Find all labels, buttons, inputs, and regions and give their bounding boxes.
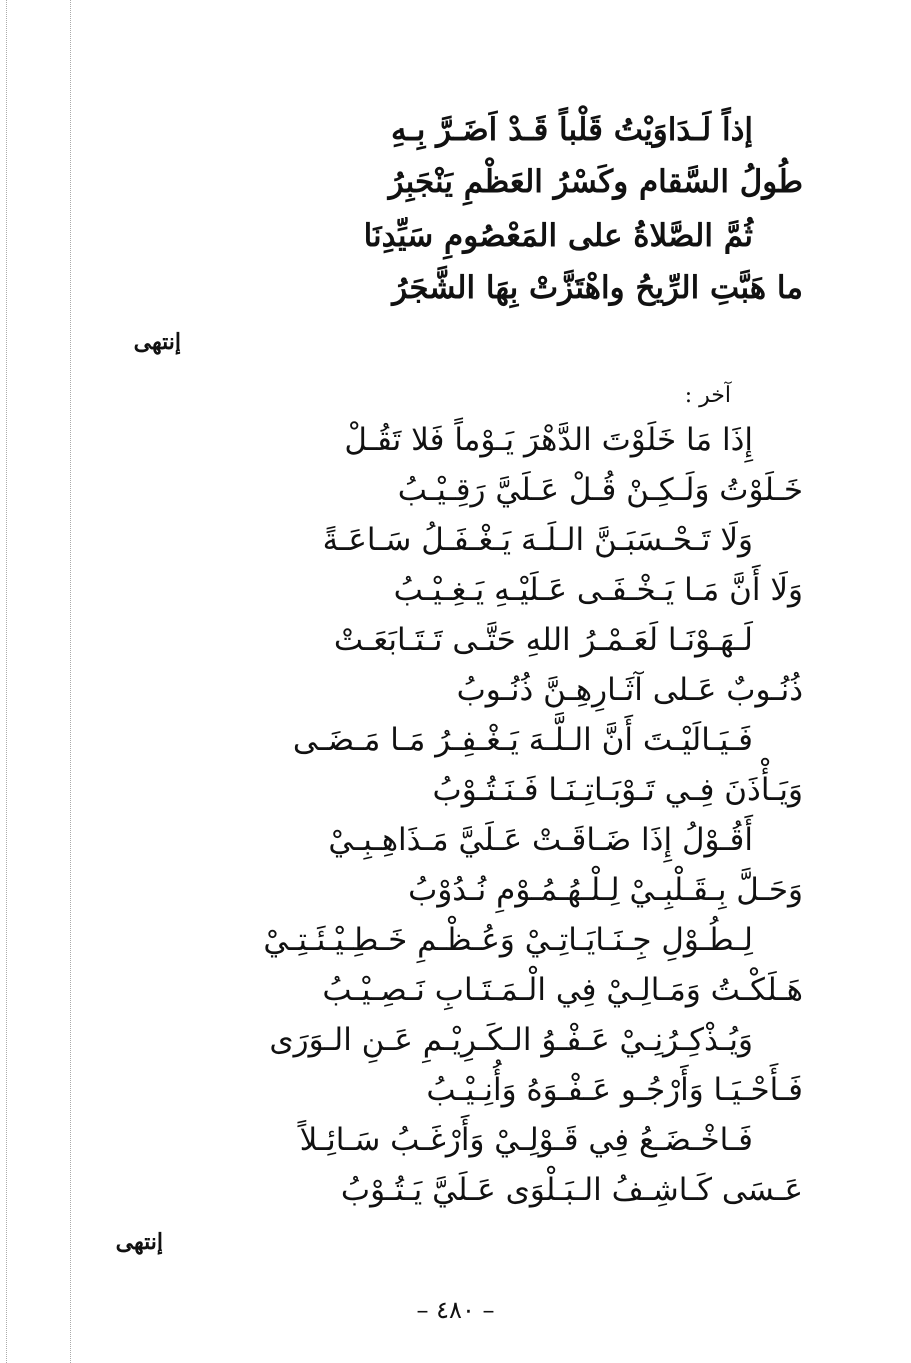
poem2-line-3: وَلَا تَـحْـسَبَـنَّ الـلَـهَ يَـغْـفَـلُ سَـاعَـةً	[322, 522, 753, 558]
poem2-line-4: وَلَا أَنَّ مَـا يَـخْـفَـى عَـلَيْـهِ يَـغِـيْـبُ	[393, 572, 803, 608]
left-edge-dotted-line	[6, 0, 7, 1363]
section-label: آخر :	[684, 383, 731, 408]
end-mark-1: إنتهى	[133, 329, 181, 355]
page-number: – ٤٨٠ –	[416, 1296, 495, 1324]
poem2-line-2: خَـلَوْتُ وَلَـكِـنْ قُـلْ عَـلَيَّ رَقِـيْـبُ	[397, 472, 803, 508]
end-mark-2: إنتهى	[115, 1229, 163, 1255]
margin-dotted-line	[70, 0, 71, 1363]
poem1-line-1: إذاً لَـدَاوَيْتُ قَلْباً قَـدْ اَضَـرَّ بِـهِ	[391, 112, 753, 148]
poem2-line-14: فَـأَحْـيَـا وَأَرْجُـو عَـفْـوَهُ وَأُنِـيْـبُ	[426, 1072, 803, 1108]
poem2-line-1: إِذَا مَا خَلَوْتَ الدَّهْرَ يَـوْماً فَلا تَقُـلْ	[344, 422, 753, 458]
poem1-line-2: طُولُ السَّقام وكَسْرُ العَظْمِ يَنْجَبِرُ	[388, 164, 803, 200]
poem2-line-10: وَحَـلَّ بِـقَـلْبِـيْ لِـلْـهُـمُـوْمِ نُـدُوْبُ	[408, 872, 803, 908]
poem2-line-7: فَـيَـالَيْـتَ أَنَّ الـلَّـهَ يَـغْـفِـرُ مَـا مَـضَـى	[292, 722, 753, 758]
poem2-line-16: عَـسَى كَـاشِـفُ الـبَـلْوَى عَـلَيَّ يَـتُـوْبُ	[340, 1172, 803, 1208]
poem2-line-5: لَـهَـوْنَـا لَعَـمْـرُ اللهِ حَتَّـى تَـتَـابَعَـتْ	[333, 622, 753, 658]
poem2-line-11: لِـطُـوْلِ جِـنَـايَـاتِـيْ وَعُـظْـمِ خَـطِـيْـئَـتِـيْ	[263, 922, 753, 958]
poem2-line-8: وَيَـأْذَنَ فِـي تَـوْبَـاتِـنَـا فَـنَـتُـوْبُ	[432, 772, 803, 808]
poem2-line-12: هَـلَكْـتُ وَمَـالِـيْ فِي الْـمَـتَـابِ نَـصِـيْـبُ	[322, 972, 803, 1008]
poem2-line-9: أَقُـوْلُ إِذَا ضَـاقَـتْ عَـلَيَّ مَـذَاهِـبِـيْ	[328, 822, 753, 858]
poem2-line-15: فَـاخْـضَـعُ فِي قَـوْلِـيْ وَأَرْغَـبُ سَـائِـلاً	[299, 1122, 753, 1158]
poem2-line-6: ذُنُـوبٌ عَـلى آثَـارِهِـنَّ ذُنُـوبُ	[456, 672, 803, 708]
poem1-line-4: ما هَبَّتِ الرِّيحُ واهْتَزَّتْ بِهَا الشَّجَرُ	[392, 270, 803, 306]
poem1-line-3: ثُمَّ الصَّلاةُ على المَعْصُومِ سَيِّدِنَا	[363, 218, 753, 254]
poem2-line-13: وَيُـذْكِـرُنِـيْ عَـفْـوُ الـكَـرِيْـمِ عَـنِ الـوَرَى	[269, 1022, 753, 1058]
